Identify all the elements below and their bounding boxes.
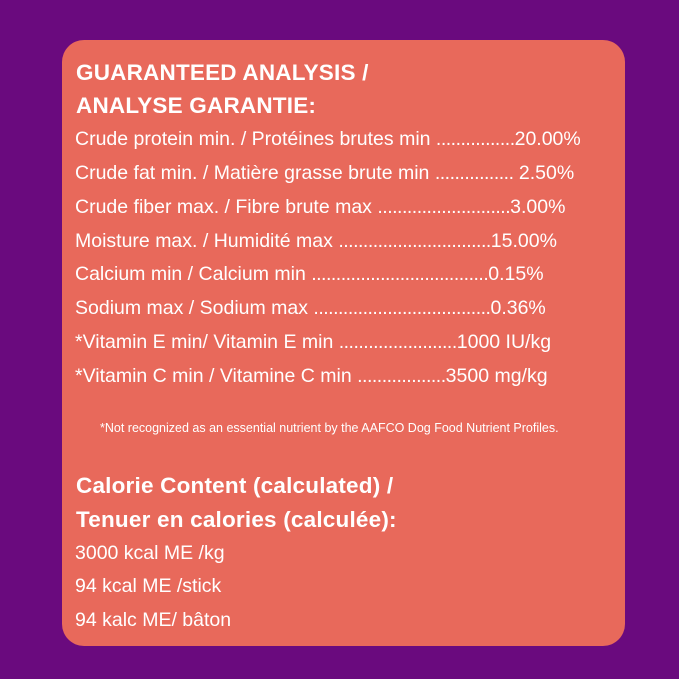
analysis-row <box>75 198 565 218</box>
calorie-line: 94 kcal ME /stick <box>75 575 222 597</box>
row-value: 2.50% <box>513 162 575 184</box>
row-label: Calcium min / Calcium min <box>75 263 312 285</box>
analysis-title-en: GUARANTEED ANALYSIS / <box>76 60 369 85</box>
analysis-row <box>75 232 557 252</box>
row-label: Crude fat min. / Matière grasse brute min <box>75 162 435 184</box>
analysis-row <box>75 164 574 184</box>
row-value: 15.00% <box>490 230 557 252</box>
row-dots: .................................... <box>313 297 491 319</box>
analysis-row <box>75 299 546 319</box>
row-dots: .................. <box>357 365 446 387</box>
analysis-row <box>75 333 551 353</box>
row-label: *Vitamin C min / Vitamine C min <box>75 365 358 387</box>
row-label: Moisture max. / Humidité max <box>75 230 339 252</box>
row-dots: ................ <box>435 128 515 150</box>
nutrition-panel <box>62 40 625 646</box>
row-dots: .................................... <box>311 263 489 285</box>
calorie-title-fr: Tenuer en calories (calculée): <box>76 507 397 532</box>
row-value: 1000 IU/kg <box>456 331 552 353</box>
calorie-line: 3000 kcal ME /kg <box>75 542 225 564</box>
row-dots: ........................ <box>338 331 457 353</box>
row-label: *Vitamin E min/ Vitamin E min <box>75 331 339 353</box>
analysis-row <box>75 130 581 150</box>
row-label: Sodium max / Sodium max <box>75 297 314 319</box>
analysis-row <box>75 265 544 285</box>
row-label: Crude fiber max. / Fibre brute max <box>75 196 378 218</box>
row-dots: ............................... <box>338 230 491 252</box>
row-value: 3.00% <box>510 196 566 218</box>
row-dots: ........................... <box>377 196 511 218</box>
calorie-line: 94 kalc ME/ bâton <box>75 609 232 631</box>
row-value: 0.36% <box>490 297 546 319</box>
row-value: 3500 mg/kg <box>445 365 548 387</box>
calorie-title-en: Calorie Content (calculated) / <box>76 473 394 498</box>
row-dots: ................ <box>434 162 514 184</box>
analysis-row <box>75 367 548 387</box>
aafco-footnote: *Not recognized as an essential nutrient by the AAFCO Dog Food Nutrient Profiles. <box>100 421 559 435</box>
row-value: 0.15% <box>488 263 544 285</box>
row-label: Crude protein min. / Protéines brutes min <box>75 128 436 150</box>
row-value: 20.00% <box>514 128 581 150</box>
analysis-title-fr: ANALYSE GARANTIE: <box>76 93 317 118</box>
